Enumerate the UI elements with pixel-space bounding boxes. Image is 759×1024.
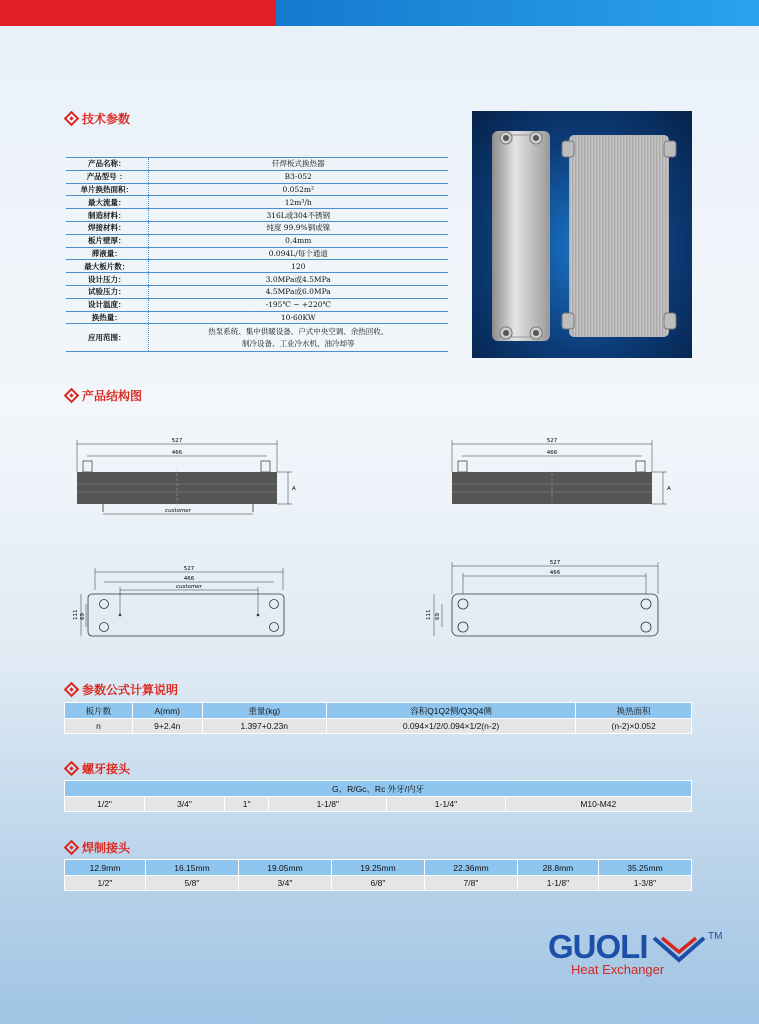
dim-466: 466	[171, 450, 183, 456]
formula-header-cell: 重量(kg)	[202, 703, 326, 719]
weld-inch-cell: 7/8"	[424, 876, 517, 891]
front-view-drawing-left	[68, 560, 298, 645]
spec-value: 0.094L/每个通道	[148, 247, 448, 260]
thread-cell: 3/4"	[145, 797, 225, 812]
formula-cell: 9+2.4n	[132, 719, 202, 734]
dim-a: A	[292, 486, 296, 492]
spec-row	[66, 247, 448, 260]
diamond-icon	[64, 388, 80, 404]
section-title-weld: 焊制接头	[66, 839, 130, 856]
spec-key: 设计温度：	[66, 298, 148, 311]
top-bar-red	[0, 0, 276, 26]
formula-cell: n	[65, 719, 133, 734]
formula-cell: 0.094×1/2/0.094×1/2(n-2)	[326, 719, 575, 734]
dim-customer: customer	[176, 584, 202, 590]
diamond-icon	[64, 111, 80, 127]
spec-value	[148, 324, 448, 352]
dim-111: 111	[426, 609, 432, 620]
spec-row	[66, 170, 448, 183]
spec-row	[66, 298, 448, 311]
thread-cell: 1/2"	[65, 797, 145, 812]
section-title-thread: 螺牙接头	[66, 760, 130, 777]
front-view-drawing-right	[420, 560, 670, 645]
side-view-drawing-right	[445, 432, 685, 522]
weld-mm-cell: 19.05mm	[238, 860, 331, 876]
formula-header-cell: 换热面积	[576, 703, 692, 719]
spec-row	[66, 221, 448, 234]
spec-key: 制造材料：	[66, 209, 148, 222]
spec-value: 12m³/h	[148, 196, 448, 209]
spec-row	[66, 234, 448, 247]
spec-key: 设计压力：	[66, 273, 148, 286]
dim-466: 466	[183, 576, 195, 582]
spec-row	[66, 183, 448, 196]
spec-value-line: 热泵系统、集中供暖设备、户式中央空调、余热回收、	[208, 326, 389, 336]
spec-value: 316L或304不锈钢	[148, 209, 448, 222]
spec-key: 单片换热面积：	[66, 183, 148, 196]
dim-527: 527	[546, 438, 558, 444]
formula-cell: 1.397+0.23n	[202, 719, 326, 734]
spec-value: 120	[148, 260, 448, 273]
section-title-tech: 技术参数	[66, 110, 130, 127]
weld-mm-cell: 22.36mm	[424, 860, 517, 876]
spec-key: 滞液量：	[66, 247, 148, 260]
spec-row	[66, 196, 448, 209]
thread-cell: 1"	[225, 797, 269, 812]
spec-key: 板片壁厚：	[66, 234, 148, 247]
formula-header-cell: 容积Q1Q2侧/Q3Q4侧	[326, 703, 575, 719]
dim-a: A	[667, 486, 671, 492]
spec-value: 10-60KW	[148, 311, 448, 324]
dim-527: 527	[171, 438, 183, 444]
spec-row	[66, 273, 448, 286]
spec-value-line: 制冷设备、工业冷水机、油冷却等	[242, 338, 355, 348]
product-photo	[472, 111, 692, 358]
dim-527: 527	[183, 566, 195, 572]
spec-value: 纯度 99.9%铜或镍	[148, 221, 448, 234]
spec-row	[66, 158, 448, 171]
dim-466: 466	[549, 570, 561, 576]
weld-inch-cell: 3/4"	[238, 876, 331, 891]
spec-table	[66, 157, 448, 352]
dim-466: 466	[546, 450, 558, 456]
thread-table	[64, 780, 692, 812]
spec-key: 最大流量：	[66, 196, 148, 209]
section-title-structure: 产品结构图	[66, 387, 142, 404]
formula-table	[64, 702, 692, 734]
weld-table	[64, 859, 692, 891]
weld-mm-cell: 16.15mm	[145, 860, 238, 876]
spec-key: 产品型号 ：	[66, 170, 148, 183]
spec-key: 换热量：	[66, 311, 148, 324]
logo-tm: TM	[708, 931, 723, 942]
dim-527: 527	[549, 560, 561, 566]
spec-key: 最大板片数：	[66, 260, 148, 273]
side-view-drawing-left	[70, 432, 310, 522]
thread-cell: 1-1/8"	[269, 797, 387, 812]
dim-customer: customer	[165, 508, 191, 514]
thread-cell: 1-1/4"	[387, 797, 505, 812]
thread-table-header: G、R/Gc、Rc 外牙/内牙	[65, 781, 692, 797]
spec-value: 4.5MPa或6.0MPa	[148, 285, 448, 298]
spec-value: 0.052m²	[148, 183, 448, 196]
logo-brand: GUOLI	[548, 928, 648, 965]
heat-exchanger-illustration	[472, 111, 692, 358]
formula-header-cell: 板片数	[65, 703, 133, 719]
weld-inch-cell: 5/8"	[145, 876, 238, 891]
spec-row	[66, 260, 448, 273]
thread-cell: M10-M42	[505, 797, 691, 812]
dim-69: 69	[435, 613, 441, 620]
spec-row	[66, 324, 448, 352]
spec-value: -195℃ ~ +220℃	[148, 298, 448, 311]
guoli-logo	[548, 928, 728, 980]
diamond-icon	[64, 761, 80, 777]
weld-mm-cell: 35.25mm	[598, 860, 691, 876]
spec-key: 试验压力：	[66, 285, 148, 298]
weld-mm-cell: 19.25mm	[331, 860, 424, 876]
spec-value: 3.0MPa或4.5MPa	[148, 273, 448, 286]
spec-row	[66, 311, 448, 324]
spec-value: B3-052	[148, 170, 448, 183]
top-bar-blue	[276, 0, 759, 26]
weld-mm-cell: 28.8mm	[517, 860, 598, 876]
formula-cell: (n-2)×0.052	[576, 719, 692, 734]
weld-inch-cell: 1-1/8"	[517, 876, 598, 891]
section-title-formula: 参数公式计算说明	[66, 681, 178, 698]
diamond-icon	[64, 840, 80, 856]
weld-mm-cell: 12.9mm	[65, 860, 146, 876]
weld-inch-cell: 1-3/8"	[598, 876, 691, 891]
weld-inch-cell: 1/2"	[65, 876, 146, 891]
weld-inch-cell: 6/8"	[331, 876, 424, 891]
logo-subtitle: Heat Exchanger	[571, 962, 665, 977]
spec-key: 产品名称：	[66, 158, 148, 171]
spec-value: 钎焊板式换热器	[148, 158, 448, 171]
spec-key: 应用范围：	[66, 324, 148, 352]
dim-69: 69	[80, 613, 86, 620]
logo-chevrons-icon	[652, 934, 706, 964]
spec-key: 焊接材料：	[66, 221, 148, 234]
spec-row	[66, 285, 448, 298]
dim-111: 111	[73, 609, 79, 620]
spec-row	[66, 209, 448, 222]
diamond-icon	[64, 682, 80, 698]
spec-value: 0.4mm	[148, 234, 448, 247]
formula-header-cell: A(mm)	[132, 703, 202, 719]
